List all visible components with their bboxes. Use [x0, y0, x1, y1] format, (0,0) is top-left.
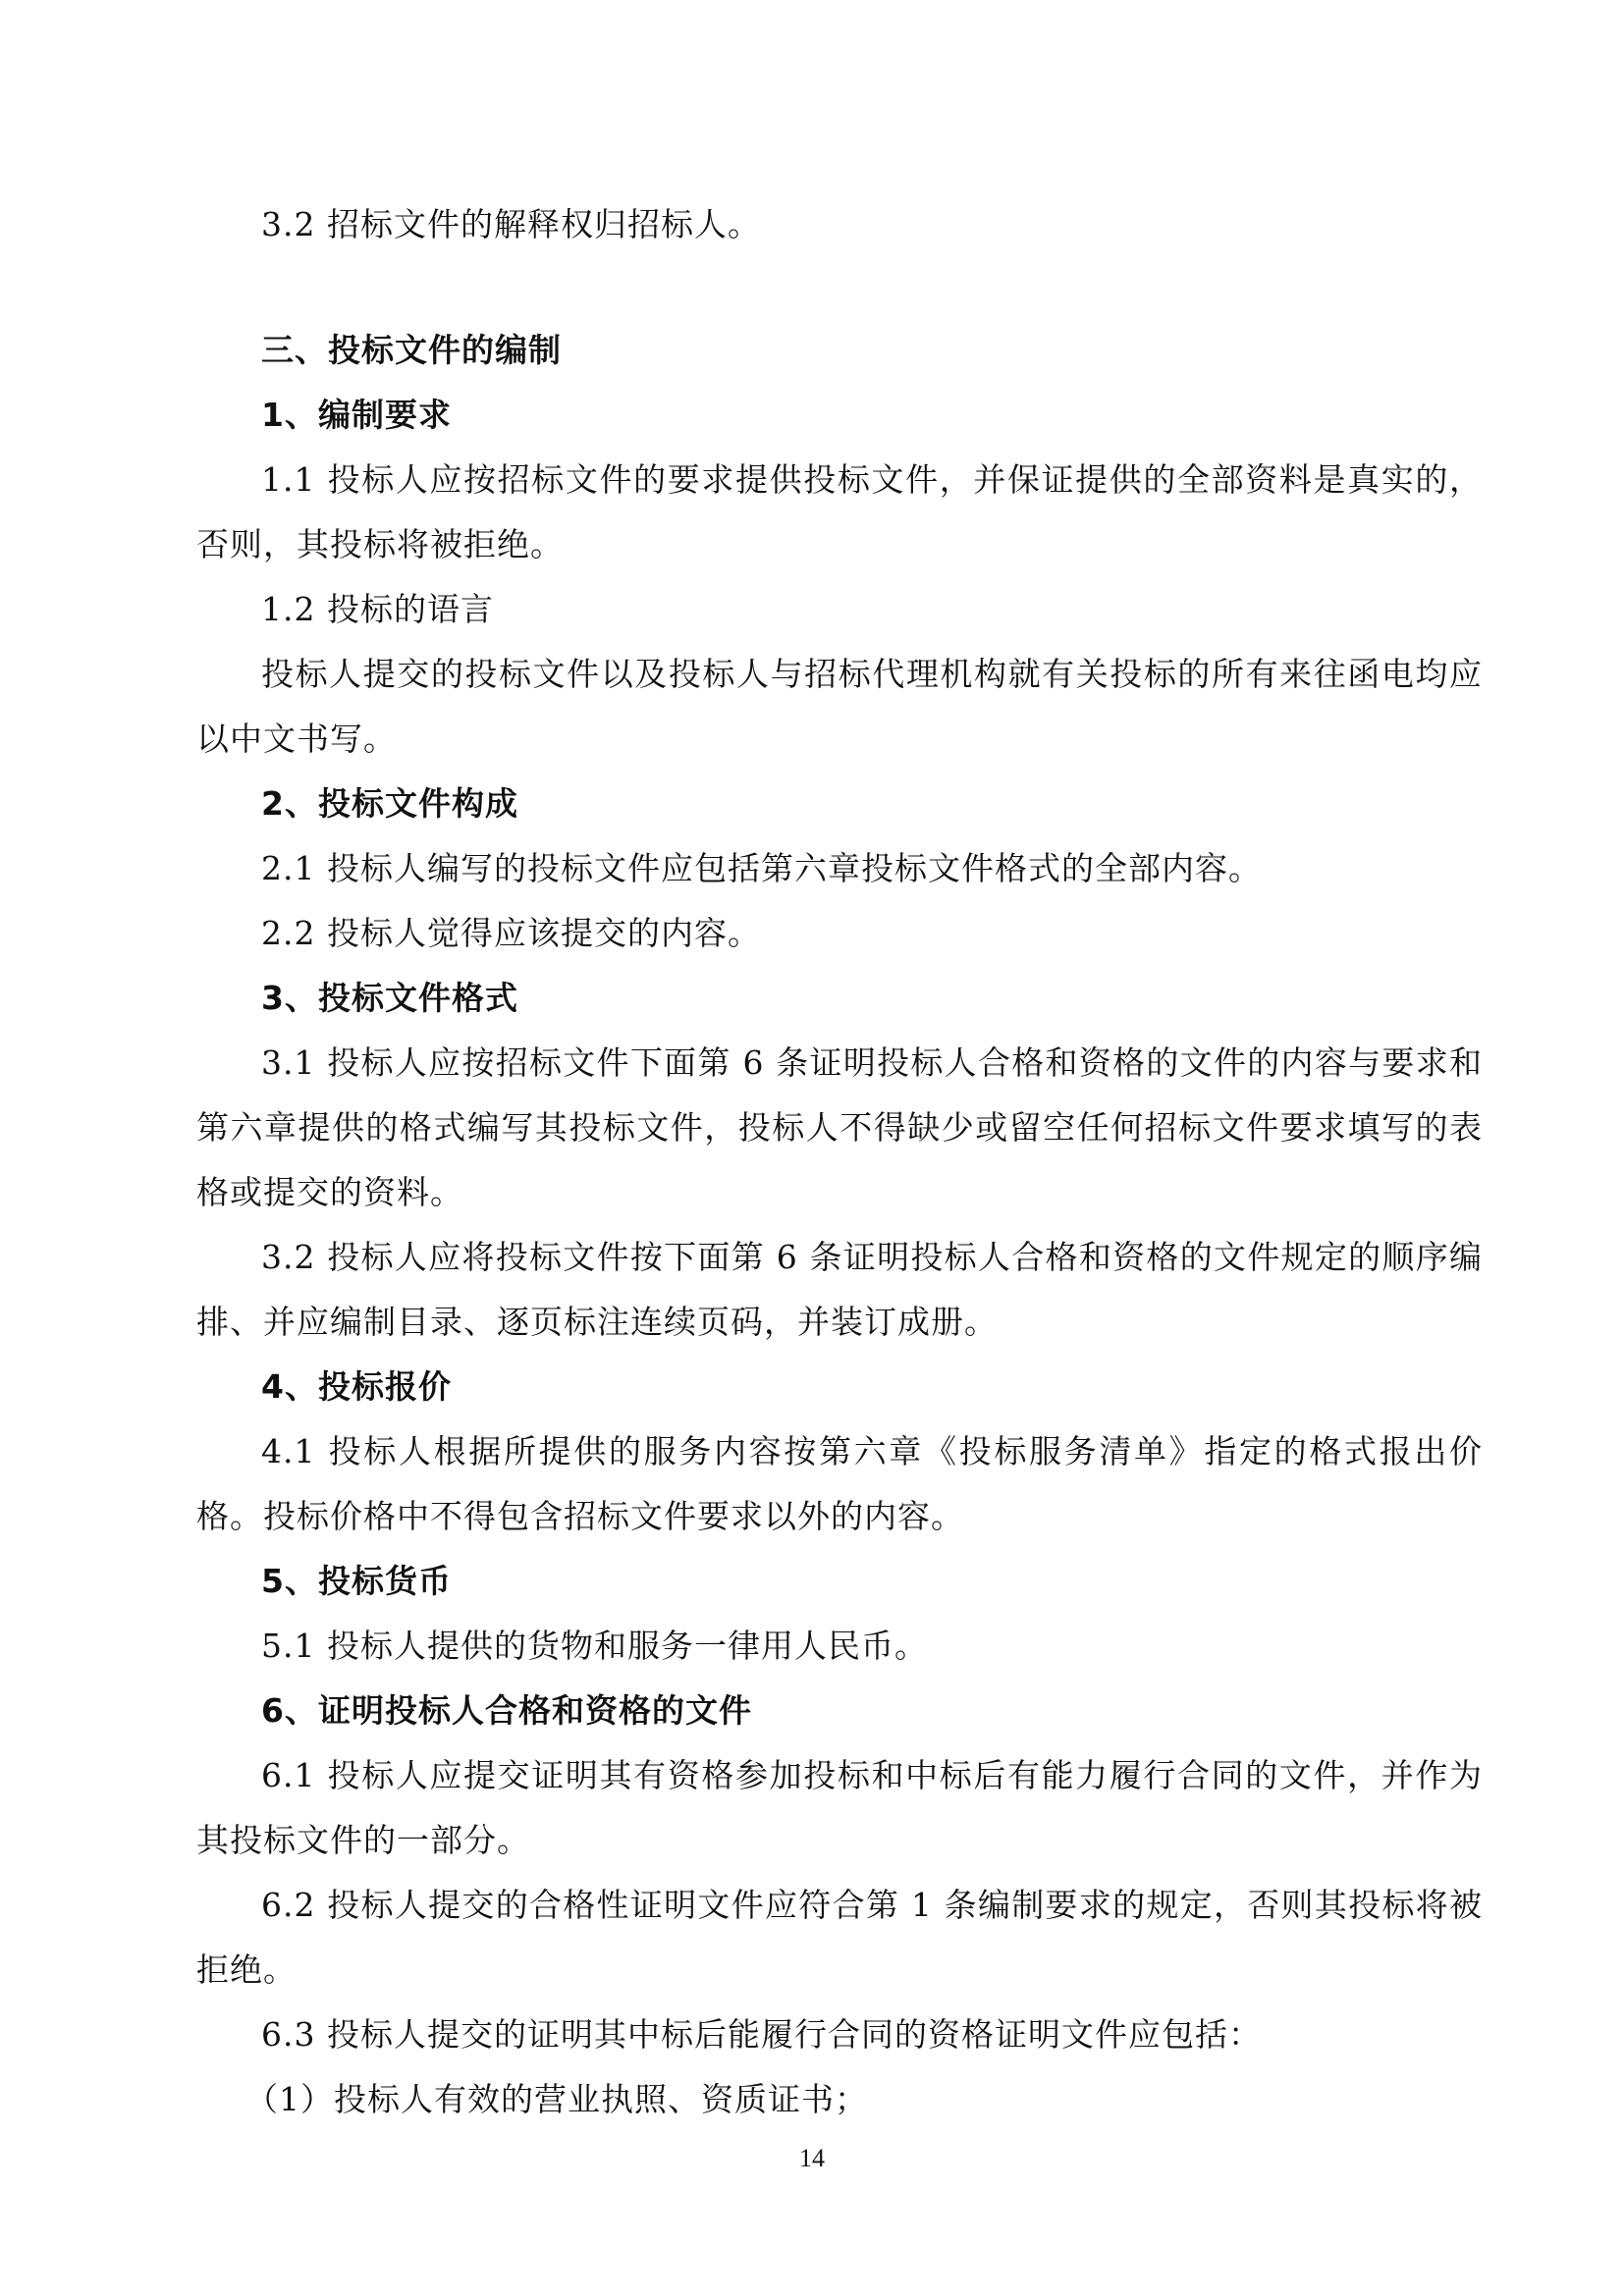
- page-number: 14: [799, 2144, 825, 2172]
- paragraph-4-1: 4.1 投标人根据所提供的服务内容按第六章《投标服务清单》指定的格式报出价格。投标价格中不得包含招标文件要求以外的内容。: [196, 1432, 1483, 1535]
- subsection-heading-1: 1、编制要求: [261, 396, 452, 434]
- paragraph-3-2-interpretation: 3.2 招标文件的解释权归招标人。: [261, 205, 761, 243]
- section-heading: 三、投标文件的编制: [261, 331, 562, 369]
- paragraph-3-1: 3.1 投标人应按招标文件下面第 6 条证明投标人合格和资格的文件的内容与要求和第六章提供的格式编写其投标文件，投标人不得缺少或留空任何招标文件要求填写的表格或提交的资料。: [196, 1043, 1483, 1211]
- section-gap: [196, 257, 1483, 318]
- paragraph-1-1: 1.1 投标人应按招标文件的要求提供投标文件，并保证提供的全部资料是真实的，否则，其投标将被拒绝。: [196, 460, 1483, 563]
- paragraph-2-2: 2.2 投标人觉得应该提交的内容。: [261, 914, 761, 952]
- paragraph-2-1: 2.1 投标人编写的投标文件应包括第六章投标文件格式的全部内容。: [261, 849, 1262, 887]
- paragraph-1-2: 1.2 投标的语言: [261, 590, 494, 628]
- subsection-heading-2: 2、投标文件构成: [261, 784, 518, 823]
- subsection-heading-6: 6、证明投标人合格和资格的文件: [261, 1691, 752, 1730]
- paragraph-3-2: 3.2 投标人应将投标文件按下面第 6 条证明投标人合格和资格的文件规定的顺序编排、并应编制目录、逐页标注连续页码，并装订成册。: [196, 1238, 1483, 1341]
- subsection-heading-3: 3、投标文件格式: [261, 979, 518, 1017]
- paragraph-6-2: 6.2 投标人提交的合格性证明文件应符合第 1 条编制要求的规定，否则其投标将被拒绝。: [196, 1886, 1483, 1989]
- list-item-1: （1）投标人有效的营业执照、资质证书；: [245, 2080, 868, 2118]
- subsection-heading-5: 5、投标货币: [261, 1562, 452, 1600]
- page-body: [196, 192, 1483, 2132]
- paragraph-6-3: 6.3 投标人提交的证明其中标后能履行合同的资格证明文件应包括：: [261, 2015, 1262, 2054]
- paragraph-6-1: 6.1 投标人应提交证明其有资格参加投标和中标后有能力履行合同的文件，并作为其投标文件的一部分。: [196, 1756, 1483, 1859]
- subsection-heading-4: 4、投标报价: [261, 1367, 452, 1406]
- paragraph-5-1: 5.1 投标人提供的货物和服务一律用人民币。: [261, 1627, 928, 1665]
- paragraph-language: 投标人提交的投标文件以及投标人与招标代理机构就有关投标的所有来往函电均应以中文书写。: [196, 655, 1483, 758]
